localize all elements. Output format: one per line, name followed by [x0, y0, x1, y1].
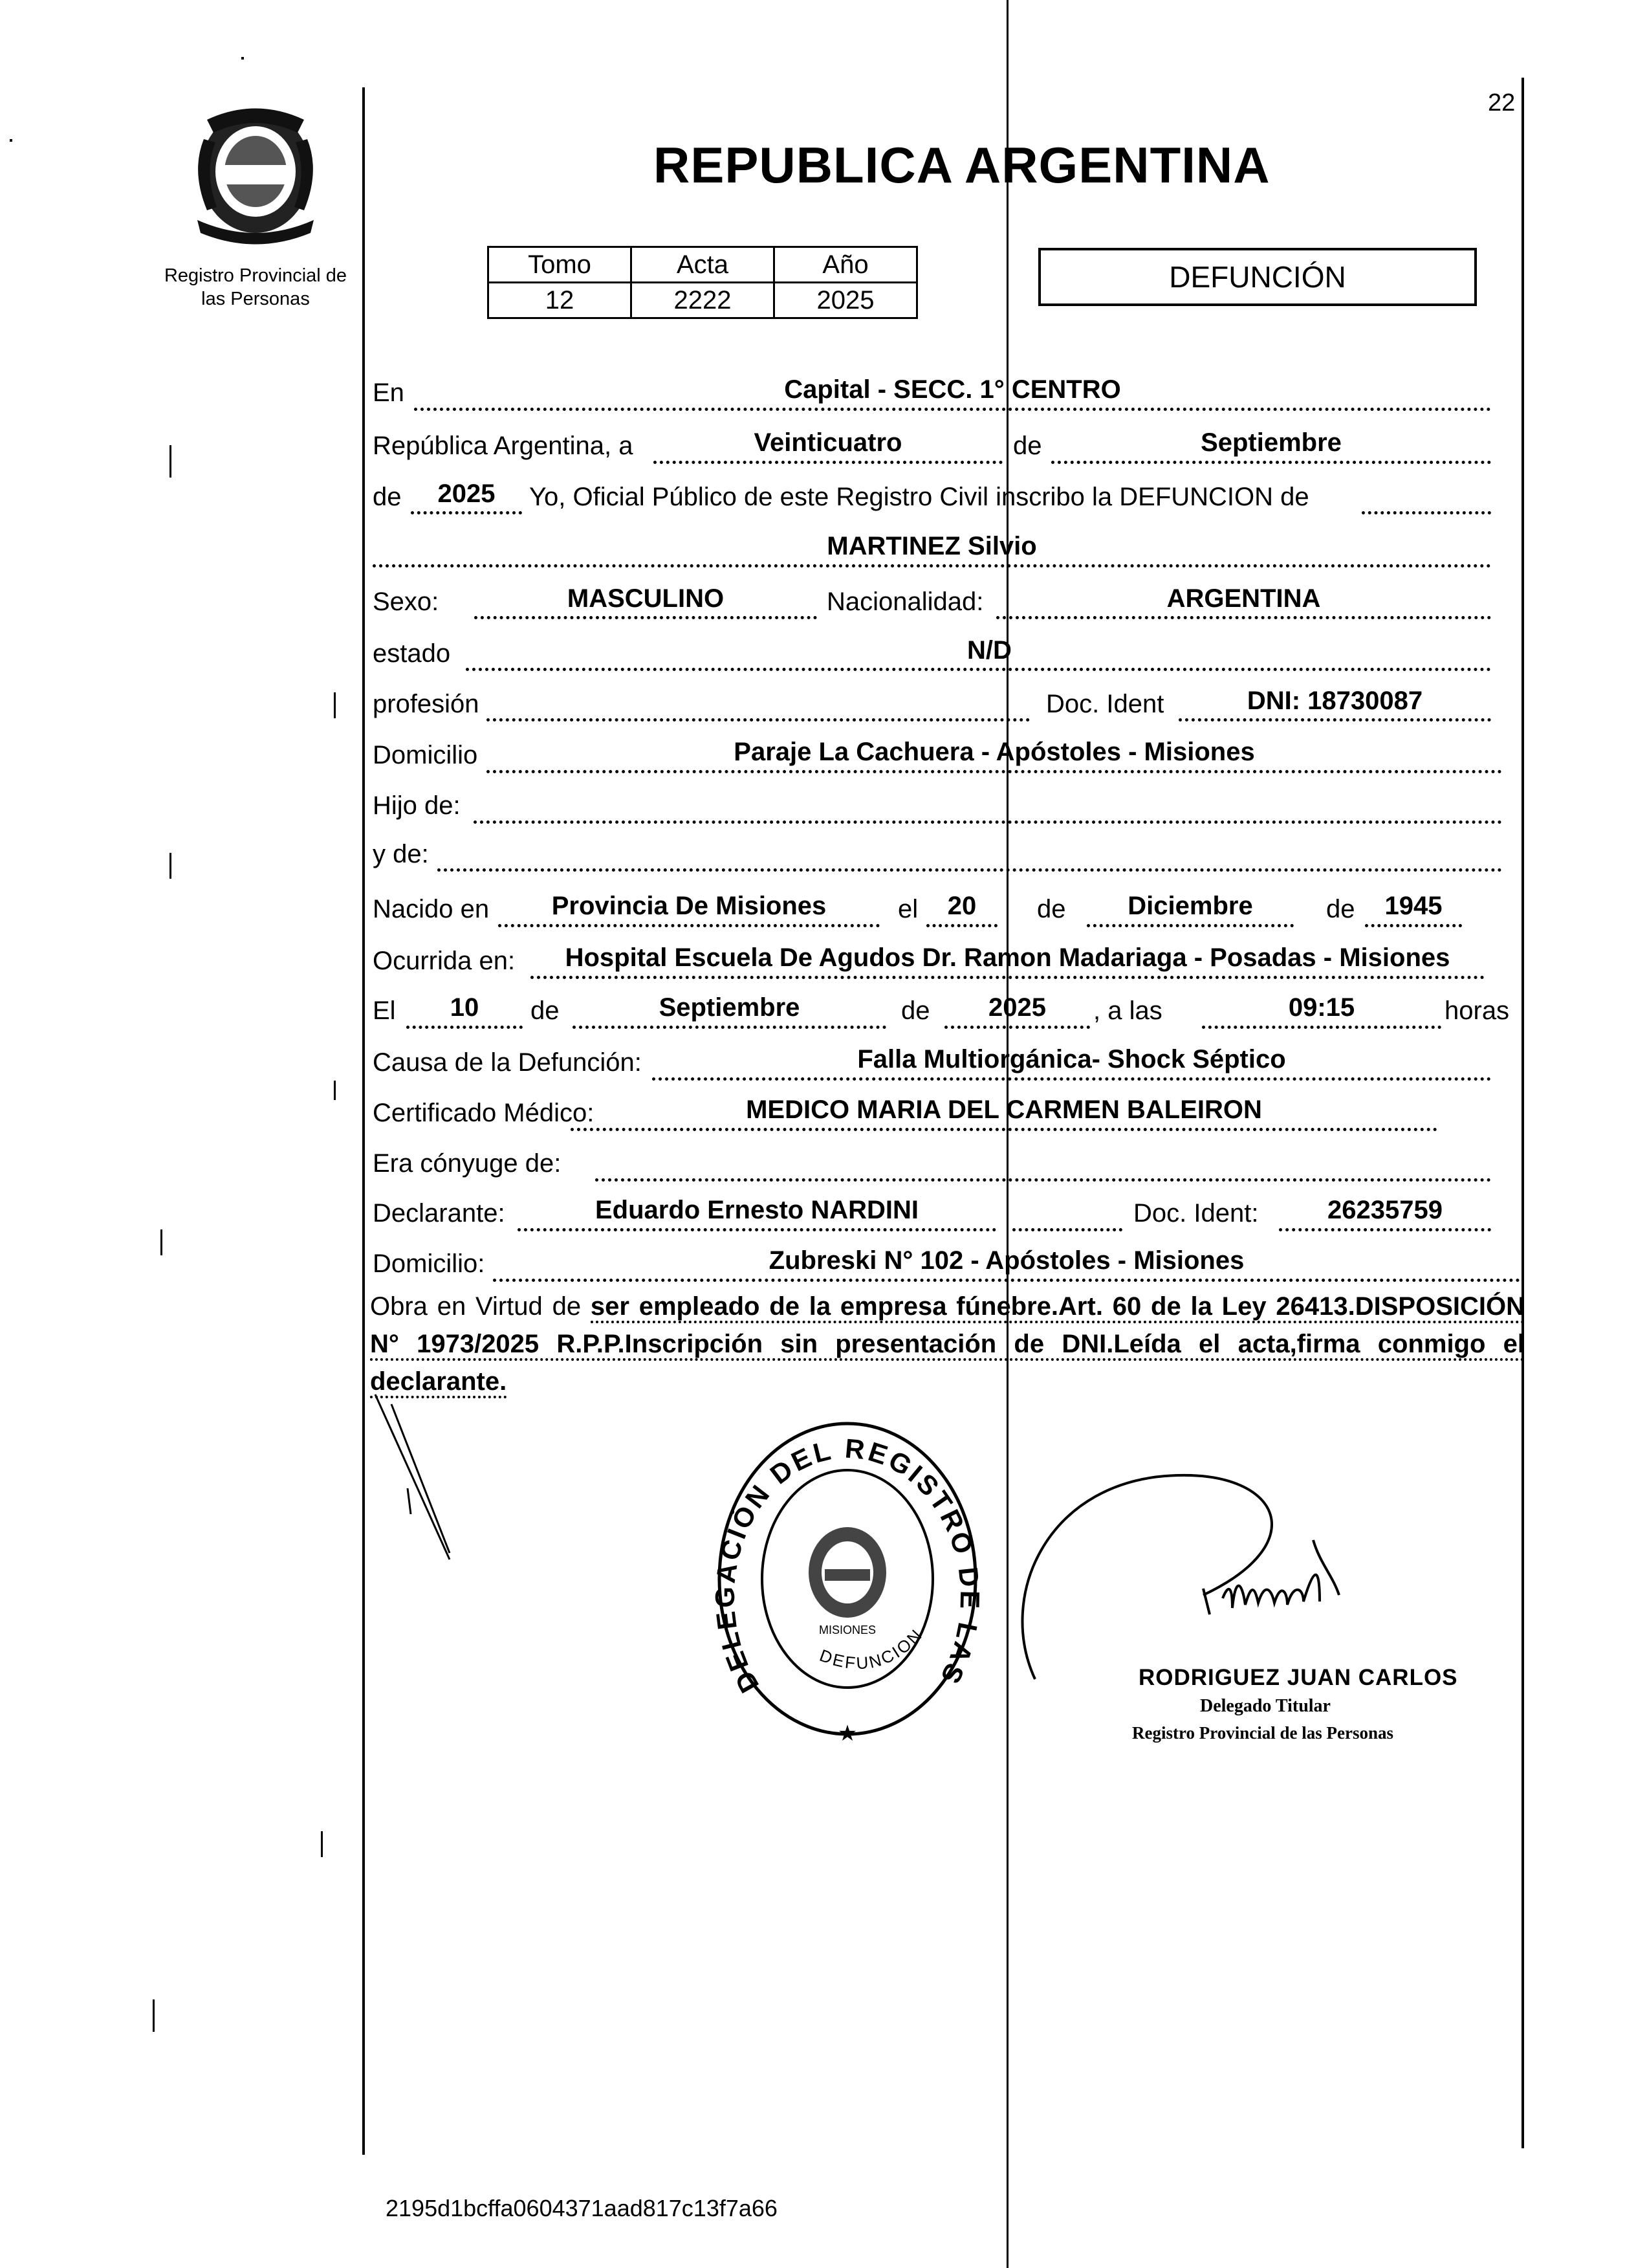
- table-cell: 2222: [631, 283, 774, 318]
- label-y-de: y de:: [373, 840, 429, 868]
- label-hijo-de: Hijo de:: [373, 791, 461, 820]
- value-year: 2025: [437, 479, 496, 508]
- value-place: Capital - SECC. 1° CENTRO: [784, 375, 1121, 404]
- value-death-day: 10: [450, 993, 479, 1022]
- value-death-year: 2025: [988, 993, 1046, 1022]
- dotted-line: [1279, 1228, 1491, 1231]
- dotted-line: [573, 1026, 886, 1029]
- label-nacido-en: Nacido en: [373, 895, 490, 923]
- document-hash: 2195d1bcffa0604371aad817c13f7a66: [386, 2195, 778, 2221]
- value-death-time: 09:15: [1288, 993, 1355, 1022]
- official-seal: [712, 1414, 983, 1750]
- record-table: [487, 246, 918, 319]
- scan-speck: [153, 1999, 155, 2032]
- dotted-line: [373, 564, 1491, 567]
- star-icon: ★: [837, 1721, 858, 1746]
- dotted-line: [1087, 924, 1294, 927]
- dotted-line: [652, 1077, 1491, 1081]
- left-margin-line: [362, 87, 365, 2155]
- value-estado: N/D: [967, 636, 1012, 665]
- obra-label: Obra en Virtud de: [370, 1292, 582, 1321]
- registry-label-line2: las Personas: [201, 289, 310, 309]
- label-causa: Causa de la Defunción:: [373, 1048, 642, 1077]
- dotted-line: [653, 461, 1003, 464]
- value-decl-doc: 26235759: [1327, 1196, 1443, 1224]
- dotted-line: [466, 668, 1491, 671]
- dotted-line: [595, 1178, 1491, 1182]
- dotted-line: [926, 924, 998, 927]
- page-title: REPUBLICA ARGENTINA: [653, 137, 1271, 193]
- value-birth-day: 20: [947, 892, 977, 920]
- obra-paragraph: [370, 1288, 1525, 1400]
- signer-title: Delegado Titular: [1200, 1696, 1331, 1716]
- value-birth-month: Diciembre: [1128, 892, 1253, 920]
- right-margin-line: [1521, 78, 1524, 2148]
- table-cell: 2025: [774, 283, 917, 318]
- record-type-box: DEFUNCIÓN: [1038, 248, 1477, 306]
- label-de: de: [530, 996, 560, 1025]
- page-number: 22: [1488, 89, 1516, 116]
- value-nacido-en: Provincia De Misiones: [551, 892, 827, 920]
- table-header-cell: Acta: [631, 247, 774, 283]
- label-el: el: [898, 895, 919, 923]
- label-nacionalidad: Nacionalidad:: [827, 588, 984, 616]
- label-en: En: [373, 379, 404, 407]
- label-de: de: [1326, 895, 1355, 923]
- dotted-line: [1365, 924, 1462, 927]
- table-header-cell: Tomo: [488, 247, 631, 283]
- label-de: de: [1013, 432, 1042, 460]
- table-cell: 12: [488, 283, 631, 318]
- value-sexo: MASCULINO: [567, 584, 725, 613]
- label-ocurrida-en: Ocurrida en:: [373, 947, 516, 975]
- label-de: de: [373, 483, 402, 511]
- label-certificado: Certificado Médico:: [373, 1099, 594, 1127]
- handwritten-signature: [1009, 1466, 1462, 1699]
- dotted-line: [571, 1128, 1437, 1131]
- value-day-text: Veinticuatro: [754, 428, 902, 457]
- label-declarante: Declarante:: [373, 1199, 505, 1228]
- label-profesion: profesión: [373, 690, 479, 718]
- scan-speck: [241, 57, 244, 60]
- signer-org: Registro Provincial de las Personas: [1132, 1723, 1393, 1743]
- seal-outer-text: DELEGACIÓN DEL REGISTRO DE LAS: [712, 1433, 983, 1698]
- dotted-line: [486, 718, 1030, 721]
- dotted-line: [944, 1026, 1090, 1029]
- value-domicilio: Paraje La Cachuera - Apóstoles - Misiones: [734, 738, 1255, 766]
- label-el: El: [373, 996, 396, 1025]
- scan-speck: [321, 1831, 323, 1857]
- seal-inner-text: DEFUNCION: [817, 1624, 927, 1673]
- scan-speck: [334, 1081, 336, 1100]
- value-doc-ident: DNI: 18730087: [1247, 687, 1423, 715]
- label-de: de: [901, 996, 930, 1025]
- label-decl-doc: Doc. Ident:: [1133, 1199, 1259, 1228]
- value-deceased-name: MARTINEZ Silvio: [827, 532, 1037, 560]
- label-de: de: [1037, 895, 1066, 923]
- province-logo: [178, 100, 333, 249]
- label-estado: estado: [373, 639, 451, 668]
- label-horas: horas: [1445, 996, 1510, 1025]
- value-ocurrida-en: Hospital Escuela De Agudos Dr. Ramon Madariaga - Posadas - Misiones: [565, 943, 1450, 972]
- dotted-line: [1012, 1228, 1122, 1231]
- registry-label-line1: Registro Provincial de: [164, 265, 347, 286]
- label-decl-domicilio: Domicilio:: [373, 1250, 485, 1278]
- signer-name: RODRIGUEZ JUAN CARLOS: [1139, 1665, 1458, 1690]
- label-doc-ident: Doc. Ident: [1046, 690, 1164, 718]
- dotted-line: [1362, 511, 1491, 514]
- dotted-line: [414, 408, 1491, 411]
- dotted-line: [1051, 461, 1491, 464]
- label-sexo: Sexo:: [373, 588, 439, 616]
- dotted-line: [1179, 718, 1491, 721]
- label-domicilio: Domicilio: [373, 741, 478, 769]
- dotted-line: [493, 1279, 1520, 1282]
- label-conyuge: Era cónyuge de:: [373, 1149, 562, 1178]
- obra-text: ser empleado de la empresa fúnebre.Art. 60 de la Ley 26413.DISPOSICIÓN N° 1973/2025 R.P.P.Inscripción sin presentación de DNI.Leída el acta,firma conmigo el declarante.: [370, 1292, 1525, 1398]
- statement-text: Yo, Oficial Público de este Registro Civil inscribo la DEFUNCION de: [529, 483, 1309, 511]
- center-fold-line: [1007, 0, 1009, 2268]
- scan-speck: [169, 445, 171, 478]
- value-death-month: Septiembre: [659, 993, 800, 1022]
- dotted-line: [498, 924, 880, 927]
- dotted-line: [474, 616, 817, 619]
- dotted-line: [486, 770, 1502, 773]
- value-month: Septiembre: [1201, 428, 1342, 457]
- value-nacionalidad: ARGENTINA: [1166, 584, 1321, 613]
- dotted-line: [474, 820, 1502, 824]
- table-row: [488, 283, 917, 318]
- dotted-line: [530, 976, 1485, 979]
- value-decl-domicilio: Zubreski N° 102 - Apóstoles - Misiones: [769, 1246, 1245, 1275]
- label-rep-a: República Argentina, a: [373, 432, 633, 460]
- dotted-line: [518, 1228, 996, 1231]
- table-header-cell: Año: [774, 247, 917, 283]
- dotted-line: [411, 511, 522, 514]
- seal-center-text: MISIONES: [818, 1624, 877, 1636]
- table-header-row: [488, 247, 917, 283]
- scan-speck: [334, 692, 336, 718]
- dotted-line: [996, 616, 1491, 619]
- value-causa: Falla Multiorgánica- Shock Séptico: [857, 1045, 1286, 1073]
- dotted-line: [1202, 1026, 1441, 1029]
- scan-speck: [10, 139, 12, 142]
- dotted-line: [406, 1026, 523, 1029]
- label-a-las: , a las: [1093, 996, 1162, 1025]
- pen-stroke: [372, 1391, 488, 1566]
- value-declarante: Eduardo Ernesto NARDINI: [594, 1196, 919, 1224]
- dotted-line: [437, 868, 1502, 872]
- scan-speck: [160, 1229, 162, 1255]
- scan-speck: [169, 853, 171, 879]
- value-birth-year: 1945: [1384, 892, 1443, 920]
- value-certificado: MEDICO MARIA DEL CARMEN BALEIRON: [746, 1095, 1262, 1124]
